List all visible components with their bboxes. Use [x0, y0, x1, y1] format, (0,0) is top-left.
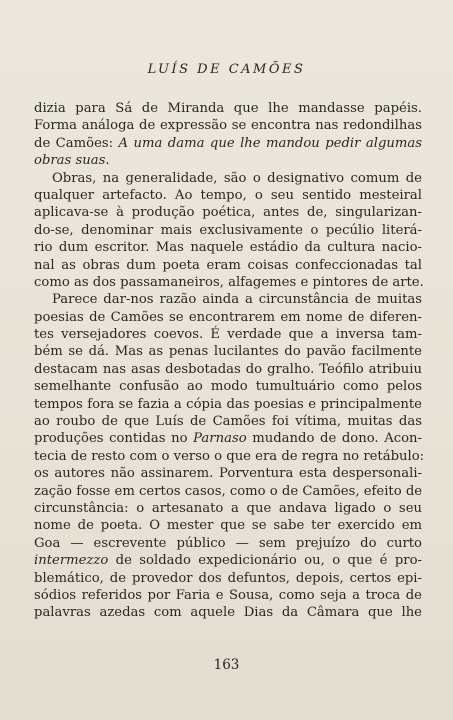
text-line: blemático, de provedor dos defuntos, depois, certos epi-	[34, 570, 422, 586]
text-line	[34, 552, 422, 569]
italic-text: A uma dama que lhe mandou pedir algumas	[118, 135, 423, 151]
text-line: bém se dá. Mas as penas lucilantes do pavão facilmente	[34, 344, 422, 360]
running-head: LUÍS DE CAMÕES	[147, 62, 306, 77]
text-line: semelhante confusão ao modo tumultuário como pelos	[34, 379, 422, 395]
text-line: os autores não assinarem. Porventura esta despersonali-	[34, 466, 422, 482]
text-run: de Camões:	[34, 135, 119, 151]
text-line: tempos fora se fazia a cópia das poesias e principalmente	[34, 396, 422, 412]
text-line: Forma análoga de expressão se encontra nas redondilhas	[34, 118, 422, 134]
text-line: destacam nas asas desbotadas do gralho. Teófilo atribuiu	[34, 361, 422, 377]
body-text	[34, 100, 425, 622]
italic-text: obras suas	[34, 153, 106, 169]
text-line: Parece dar-nos razão ainda a circunstância de muitas	[52, 292, 422, 308]
page-number: 163	[213, 657, 240, 673]
text-line: nome de poeta. O mester que se sabe ter exercido em	[34, 518, 422, 534]
text-line: tecia de resto com o verso o que era de regra no retábulo:	[34, 448, 425, 464]
text-line: como as dos passamaneiros, alfagemes e pintores de arte.	[34, 274, 424, 290]
text-run: produções contidas no	[34, 431, 194, 447]
text-line: aplicava-se à produção poética, antes de, singularizan-	[34, 205, 422, 221]
text-run: de soldado expedicionário ou, o que é pro-	[108, 553, 422, 569]
text-line: do-se, denominar mais exclusivamente o pecúlio literá-	[34, 222, 422, 238]
text-line: tes versejadores coevos. É verdade que a inversa tam-	[34, 327, 422, 343]
text-line: palavras azedas com aquele Dias da Câmara que lhe	[34, 605, 422, 621]
text-line: dizia para Sá de Miranda que lhe mandasse papéis.	[34, 101, 422, 116]
text-line: Obras, na generalidade, são o designativo comum de	[52, 170, 422, 186]
text-line: zação fosse em certos casos, como o de Camões, efeito de	[34, 483, 423, 499]
text-line: sódios referidos por Faria e Sousa, como seja a troca de	[34, 587, 422, 603]
text-line	[34, 430, 422, 447]
text-run: .	[105, 153, 110, 169]
text-line	[34, 135, 422, 152]
text-run: mudando de dono. Acon-	[246, 431, 423, 447]
text-line: circunstância: o artesanato a que andava ligado o seu	[34, 500, 422, 516]
text-line: qualquer artefacto. Ao tempo, o seu sentido mesteiral	[34, 187, 422, 203]
text-line: ao roubo de que Luís de Camões foi vítima, muitas das	[34, 414, 422, 430]
text-line: Goa — escrevente público — sem prejuízo do curto	[34, 535, 422, 551]
text-line: rio dum escritor. Mas naquele estádio da cultura nacio-	[34, 240, 422, 256]
text-line: poesias de Camões se encontrarem em nome de diferen-	[34, 309, 422, 325]
italic-text: intermezzo	[34, 553, 109, 569]
text-line	[34, 152, 422, 169]
text-line: nal as obras dum poeta eram coisas confeccionadas tal	[34, 257, 422, 273]
italic-text: Parnaso	[193, 431, 247, 447]
